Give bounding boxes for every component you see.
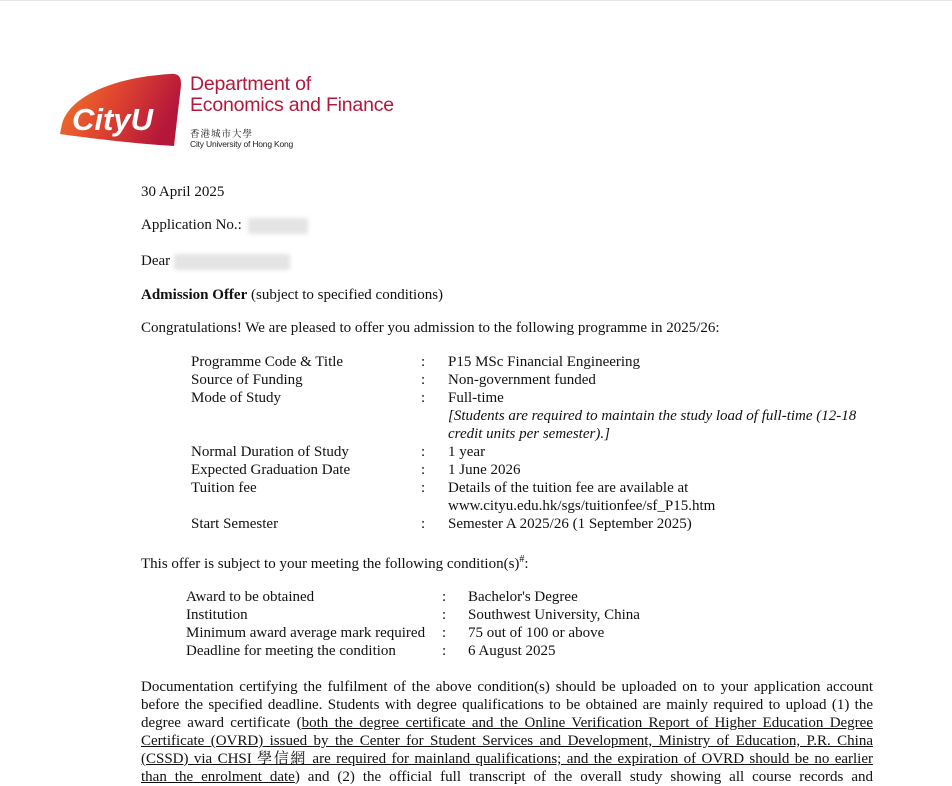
congratulations-text: Congratulations! We are pleased to offer you admission to the following programme in 2025/26: [141,320,720,336]
tuition-url: www.cityu.edu.hk/sgs/tuitionfee/sf_P15.htm [448,498,716,514]
graduation-label: Expected Graduation Date [191,462,351,478]
tuition-label: Tuition fee [191,480,257,496]
letter-date: 30 April 2025 [141,184,225,200]
offer-title: Admission Offer [141,287,248,303]
funding-label: Source of Funding [191,372,303,388]
semester-value: Semester A 2025/26 (1 September 2025) [448,516,692,532]
documentation-line-3 [141,714,873,732]
separator: : [442,589,447,605]
documentation-line-6a: than the enrolment date [141,769,295,785]
separator: : [442,607,447,623]
mode-value: Full-time [448,390,504,406]
mode-label: Mode of Study [191,390,281,406]
application-number [141,216,308,234]
documentation-line-6 [141,768,873,786]
documentation-line-3b: both the degree certificate and the Online Verification Report of Higher Education Degree [301,715,873,731]
page-top-border [0,0,952,1]
letterhead [58,70,418,154]
conditions-intro-colon: : [524,556,529,572]
deadline-label: Deadline for meeting the condition [186,643,396,659]
university-name-chinese: 香港城市大學 [190,129,254,140]
award-label: Award to be obtained [186,589,315,605]
footnote-mark: # [519,554,525,565]
separator: : [442,625,447,641]
redacted-name [174,254,290,270]
dept-line-2: Economics and Finance [190,94,394,116]
department-name [190,74,394,116]
semester-label: Start Semester [191,516,279,532]
redacted-application-no [248,218,308,234]
mode-note-line-1: [Students are required to maintain the study load of full-time (12-18 [448,408,857,424]
documentation-line-6b: ) and (2) the official full transcript of the overall study showing all course records and [294,769,874,785]
university-name-english: City University of Hong Kong [190,139,294,149]
separator: : [421,462,426,478]
award-value: Bachelor's Degree [468,589,578,605]
separator: : [421,444,426,460]
duration-label: Normal Duration of Study [191,444,349,460]
documentation-line-2: before the specified deadline. Students with degree qualifications to be obtained are mainly required to upload (1) the [141,697,873,713]
salutation [141,252,290,270]
tuition-value: Details of the tuition fee are available at [448,480,689,496]
programme-value: P15 MSc Financial Engineering [448,354,641,370]
mark-label: Minimum award average mark required [186,625,426,641]
funding-value: Non-government funded [448,372,596,388]
documentation-line-1: Documentation certifying the fulfilment of the above condition(s) should be uploaded on to your application account [141,679,873,695]
conditions-intro [141,555,529,573]
documentation-line-5: (CSSD) via CHSI 學信網 are required for mainland qualifications; and the expiration of OVRD should be no earlier [141,751,873,767]
separator: : [421,390,426,406]
mark-value: 75 out of 100 or above [468,625,605,641]
documentation-line-4: Certificate (OVRD) issued by the Center for Student Services and Development, Ministry of Education, P.R. China [141,733,873,749]
deadline-value: 6 August 2025 [468,643,556,659]
conditions-intro-text: This offer is subject to your meeting the following condition(s) [141,556,520,572]
graduation-value: 1 June 2026 [448,462,521,478]
documentation-paragraph [141,678,873,786]
duration-value: 1 year [448,444,486,460]
separator: : [442,643,447,659]
programme-label: Programme Code & Title [191,354,344,370]
institution-label: Institution [186,607,248,623]
separator: : [421,516,426,532]
offer-heading [141,286,443,304]
cityu-logo [58,72,184,152]
dept-line-1: Department of [190,73,311,95]
separator: : [421,480,426,496]
separator: : [421,354,426,370]
institution-value: Southwest University, China [468,607,640,623]
logo-wordmark: CityU [72,102,153,137]
mode-note-line-2: credit units per semester).] [448,426,610,442]
documentation-line-3a: degree award certificate ( [141,715,302,731]
separator: : [421,372,426,388]
application-label: Application No.: [141,217,242,233]
salutation-dear: Dear [141,253,171,269]
offer-subtitle: (subject to specified conditions) [251,287,444,303]
